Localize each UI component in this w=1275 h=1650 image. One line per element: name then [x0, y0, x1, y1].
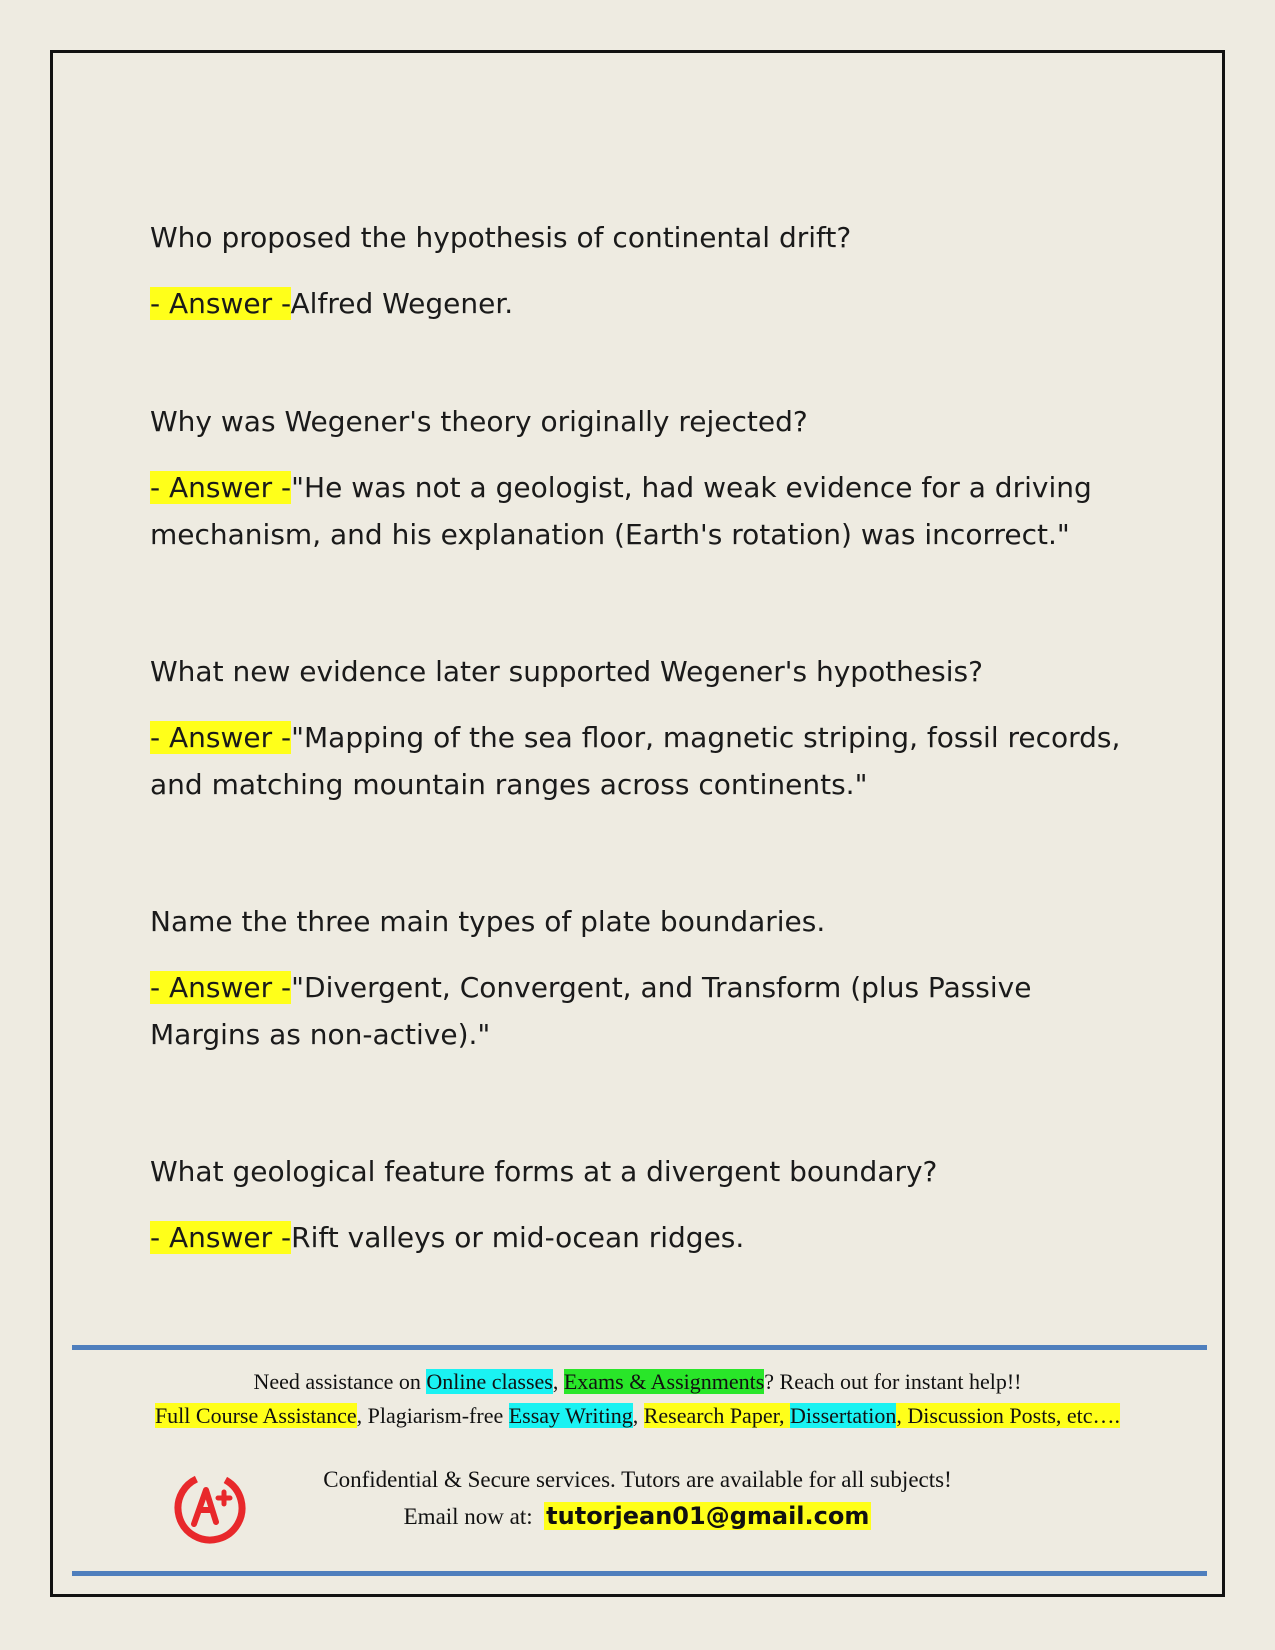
footer-line-3: Confidential & Secure services. Tutors are available for all subjects!: [323, 1467, 952, 1492]
answer-label: - Answer -: [150, 721, 292, 754]
footer-text: ,: [632, 1403, 644, 1428]
question-text: What new evidence later supported Wegener's hypothesis?: [150, 655, 983, 688]
qa-block-4: [150, 902, 1130, 1058]
answer-text: [150, 280, 1130, 327]
qa-block-2: [150, 402, 1130, 558]
dissertation-highlight: Dissertation: [790, 1403, 897, 1428]
email-line: [50, 1502, 1225, 1530]
email-link[interactable]: tutorjean01@gmail.com: [546, 1502, 870, 1530]
answer-body: "Mapping of the sea floor, magnetic striping, fossil records, and matching mountain ranges across continents.": [150, 721, 1121, 801]
answer-text: [150, 464, 1130, 558]
question-text: Name the three main types of plate boundaries.: [150, 905, 826, 938]
qa-block-5: [150, 1152, 1130, 1261]
discussion-posts-highlight: , Discussion Posts, etc….: [896, 1403, 1121, 1428]
qa-block-1: [150, 218, 1130, 327]
answer-text: [150, 964, 1130, 1058]
answer-label: - Answer -: [150, 287, 291, 320]
footer-line-2: [50, 1403, 1225, 1429]
question-text: Who proposed the hypothesis of continental drift?: [150, 221, 852, 254]
question-text: What geological feature forms at a divergent boundary?: [150, 1155, 938, 1188]
footer-text: Need assistance on: [253, 1369, 427, 1394]
exams-assignments-highlight: Exams & Assignments: [563, 1369, 765, 1394]
footer-top-rule: [72, 1345, 1207, 1350]
question-text: Why was Wegener's theory originally rejected?: [150, 405, 808, 438]
footer-text: , Plagiarism-free: [356, 1403, 509, 1428]
essay-writing-highlight: Essay Writing: [508, 1403, 633, 1428]
answer-body: "He was not a geologist, had weak evidence for a driving mechanism, and his explanation (Earth's rotation) was incorrect.": [150, 471, 1092, 551]
answer-body: Alfred Wegener.: [290, 287, 514, 320]
answer-label: - Answer -: [150, 471, 292, 504]
qa-block-3: [150, 652, 1130, 808]
footer-bottom-rule: [72, 1571, 1207, 1576]
email-prefix: Email now at:: [403, 1504, 545, 1529]
footer-text: ? Reach out for instant help!!: [764, 1369, 1022, 1394]
online-classes-highlight: Online classes: [426, 1369, 553, 1394]
footer-line-1: [50, 1369, 1225, 1395]
answer-text: [150, 714, 1130, 808]
answer-label: - Answer -: [150, 1221, 292, 1254]
answer-body: Rift valleys or mid-ocean ridges.: [291, 1221, 745, 1254]
research-paper-highlight: Research Paper,: [643, 1403, 791, 1428]
answer-label: - Answer -: [150, 971, 292, 1004]
answer-body: "Divergent, Convergent, and Transform (plus Passive Margins as non-active).": [150, 971, 1032, 1051]
footer-text: ,: [552, 1369, 564, 1394]
answer-text: [150, 1214, 1130, 1261]
full-course-highlight: Full Course Assistance: [154, 1403, 357, 1428]
